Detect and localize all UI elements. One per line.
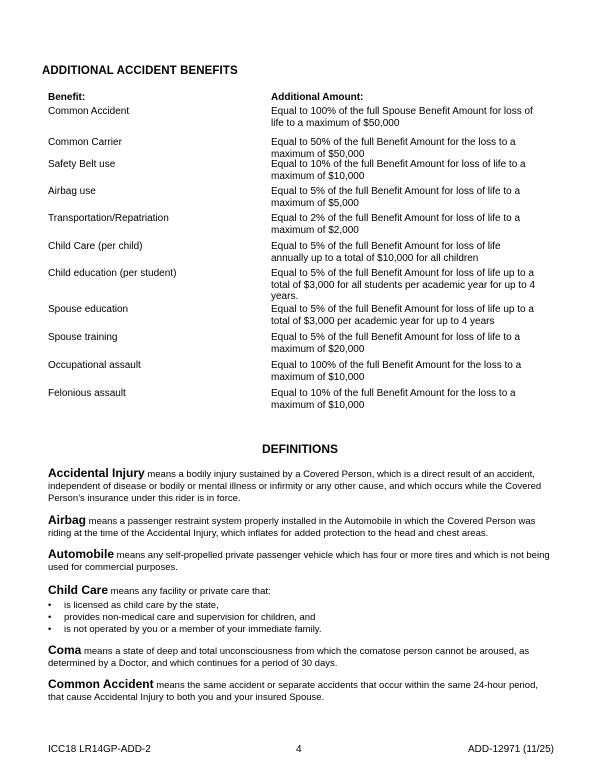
benefit-amount: Equal to 5% of the full Benefit Amount for loss of life up to a total of $3,000 for all students per academic year for up to 4 years. [271, 268, 536, 302]
benefit-column-header: Benefit: [48, 92, 86, 103]
benefit-name: Child Care (per child) [48, 241, 143, 252]
benefit-name: Child education (per student) [48, 268, 177, 279]
benefit-amount: Equal to 10% of the full Benefit Amount for loss of life to a maximum of $10,000 [271, 159, 526, 182]
definition-text: means a state of deep and total unconsciousness from which the comatose person cannot be aroused, as determined by a Doctor, and which continues for a period of 30 days. [48, 646, 530, 669]
benefit-name: Safety Belt use [48, 159, 116, 170]
benefit-amount: Equal to 50% of the full Benefit Amount for the loss to a maximum of $50,000 [271, 137, 516, 160]
benefit-name: Spouse training [48, 332, 118, 343]
definition-term: Child Care [48, 583, 109, 597]
definition-text: means a bodily injury sustained by a Covered Person, which is a direct result of an accident, independent of disease or bodily or mental illness or infirmity or any other cause, and which occurs while the Covered Person’s insurance under this rider is in force. [48, 469, 542, 504]
definition-common-accident [48, 678, 554, 704]
benefit-amount: Equal to 100% of the full Benefit Amount for the loss to a maximum of $10,000 [271, 360, 522, 383]
footer-revision: ADD-12971 (11/25) [468, 744, 554, 755]
benefit-name: Occupational assault [48, 360, 141, 371]
benefit-amount: Equal to 5% of the full Benefit Amount for loss of life annually up to a total of $10,000 for all children [271, 241, 501, 264]
definition-accidental-injury [48, 467, 554, 505]
benefit-amount: Equal to 2% of the full Benefit Amount for loss of life to a maximum of $2,000 [271, 213, 521, 236]
benefit-name: Felonious assault [48, 388, 126, 399]
definition-text: means any self-propelled private passenger vehicle which has four or more tires and which is not being used for commercial purposes. [48, 550, 550, 573]
definition-child-care [48, 584, 554, 636]
definition-term: Accidental Injury [48, 466, 145, 480]
benefit-name: Spouse education [48, 304, 129, 315]
definition-text: means the same accident or separate accidents that occur within the same 24-hour period, that cause Accidental Injury to both you and your insured Spouse. [48, 680, 538, 703]
child-care-bullet-list [48, 600, 554, 636]
definition-airbag [48, 514, 554, 540]
definitions-title: DEFINITIONS [261, 442, 338, 456]
benefit-name: Common Carrier [48, 137, 122, 148]
benefit-name: Common Accident [48, 106, 130, 117]
footer-form-number: ICC18 LR14GP-ADD-2 [48, 744, 151, 755]
benefit-amount: Equal to 5% of the full Benefit Amount for loss of life to a maximum of $20,000 [271, 332, 521, 355]
bullet-item: • provides non-medical care and supervision for children, and [48, 612, 554, 624]
definition-automobile [48, 548, 554, 574]
definition-text: means any facility or private care that: [108, 586, 271, 597]
bullet-item: • is licensed as child care by the state, [48, 600, 554, 612]
benefit-amount: Equal to 100% of the full Spouse Benefit Amount for loss of life to a maximum of $50,000 [271, 106, 533, 129]
benefit-amount: Equal to 10% of the full Benefit Amount for the loss to a maximum of $10,000 [271, 388, 516, 411]
benefit-amount: Equal to 5% of the full Benefit Amount for loss of life up to a total of $3,000 per academic year for up to 4 years [271, 304, 534, 327]
amount-column-header: Additional Amount: [271, 92, 364, 103]
definition-coma [48, 644, 554, 670]
benefit-name: Transportation/Repatriation [48, 213, 169, 224]
benefit-name: Airbag use [48, 186, 96, 197]
definition-term: Coma [48, 643, 82, 657]
definition-term: Automobile [48, 547, 114, 561]
definition-term: Common Accident [48, 677, 154, 691]
bullet-item: • is not operated by you or a member of your immediate family. [48, 624, 554, 636]
definition-term: Airbag [48, 513, 87, 527]
benefit-amount: Equal to 5% of the full Benefit Amount for loss of life to a maximum of $5,000 [271, 186, 521, 209]
footer-page-number: 4 [296, 744, 302, 755]
definition-text: means a passenger restraint system properly installed in the Automobile in which the Covered Person was riding at the time of the Accidental Injury, which inflates for added protection to the head and chest areas. [48, 516, 536, 539]
section-title: ADDITIONAL ACCIDENT BENEFITS [42, 65, 238, 77]
